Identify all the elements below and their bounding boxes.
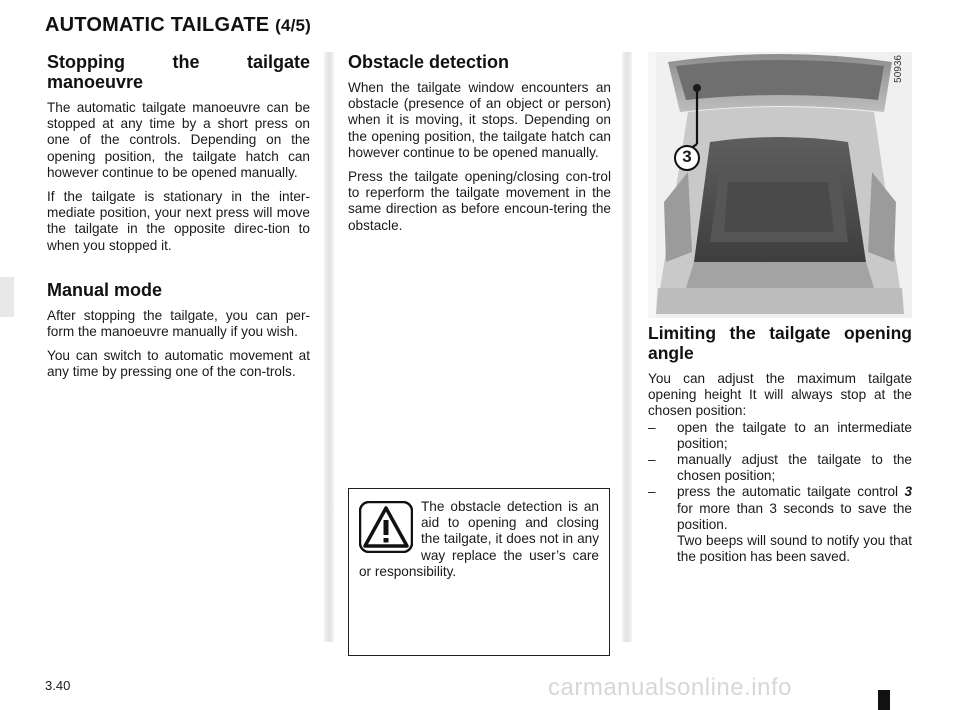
tailgate-photo (648, 52, 912, 318)
paragraph: The automatic tailgate manoeuvre can be stopped at any time by a short press on one of the controls. Depending on the opening position, the tailgate hatch can however continue to be opened manually. (47, 100, 310, 180)
heading-stopping: Stopping the tailgate manoeuvre (47, 52, 310, 92)
list-item (648, 452, 912, 484)
list-item-text: press the automatic tailgate control (677, 484, 899, 500)
warning-triangle-icon (359, 501, 413, 553)
list-item-text: open the tailgate to an intermediate position; (677, 419, 912, 451)
paragraph: Press the tailgate opening/closing con-trol to reperform the tailgate movement in the same direction as before encoun-tering the obstacle. (348, 169, 611, 233)
middle-column (348, 52, 611, 242)
image-code: 50936 (893, 55, 904, 83)
heading-manual-mode: Manual mode (47, 279, 163, 300)
paragraph: You can adjust the maximum tailgate opening height It will always stop at the chosen position: (648, 371, 912, 419)
warning-box (348, 488, 610, 656)
list-item (648, 484, 912, 565)
control-ref: 3 (904, 484, 912, 500)
list-item-text: for more than 3 seconds to save the position. (677, 500, 912, 532)
title-main: AUTOMATIC TAILGATE (45, 14, 270, 36)
paragraph: If the tailgate is stationary in the inter-mediate position, your next press will move the tailgate in the opposite direc-tion to when you stopped it. (47, 189, 310, 253)
callout-3: 3 (682, 147, 692, 166)
list-item-note: Two beeps will sound to notify you that the position has been saved. (677, 533, 912, 565)
list-dash: – (648, 452, 656, 468)
paragraph: After stopping the tailgate, you can per-form the manoeuvre manually if you wish. (47, 307, 310, 340)
right-column (648, 323, 912, 565)
steps-list (648, 420, 912, 566)
heading-limiting-angle: Limiting the tailgate opening angle (648, 323, 912, 363)
left-column (47, 52, 310, 389)
section-tab (0, 277, 14, 317)
title-part: (4/5) (275, 16, 312, 35)
page-title (45, 14, 311, 37)
list-dash: – (648, 419, 656, 435)
paragraph: You can switch to automatic movement at any time by pressing one of the con-trols. (47, 348, 310, 380)
page-number: 3.40 (45, 678, 71, 693)
heading-obstacle-detection: Obstacle detection (348, 52, 510, 72)
list-item (648, 420, 912, 452)
watermark: carmanualsonline.info (548, 674, 792, 701)
list-dash: – (648, 484, 656, 500)
warning-text: The obstacle detection is an aid to opening and closing the tailgate, it does not in any way replace the user’s care or responsibility. (359, 499, 599, 579)
page-corner-mark (878, 690, 890, 710)
list-item-text: manually adjust the tailgate to the chosen position; (677, 452, 912, 484)
column-divider (622, 52, 632, 642)
column-divider (324, 52, 334, 642)
paragraph: When the tailgate window encounters an obstacle (presence of an object or person) when it is moving, it stops. Depending on the opening position, the tailgate hatch can however continue to be opened manually. (348, 80, 611, 160)
